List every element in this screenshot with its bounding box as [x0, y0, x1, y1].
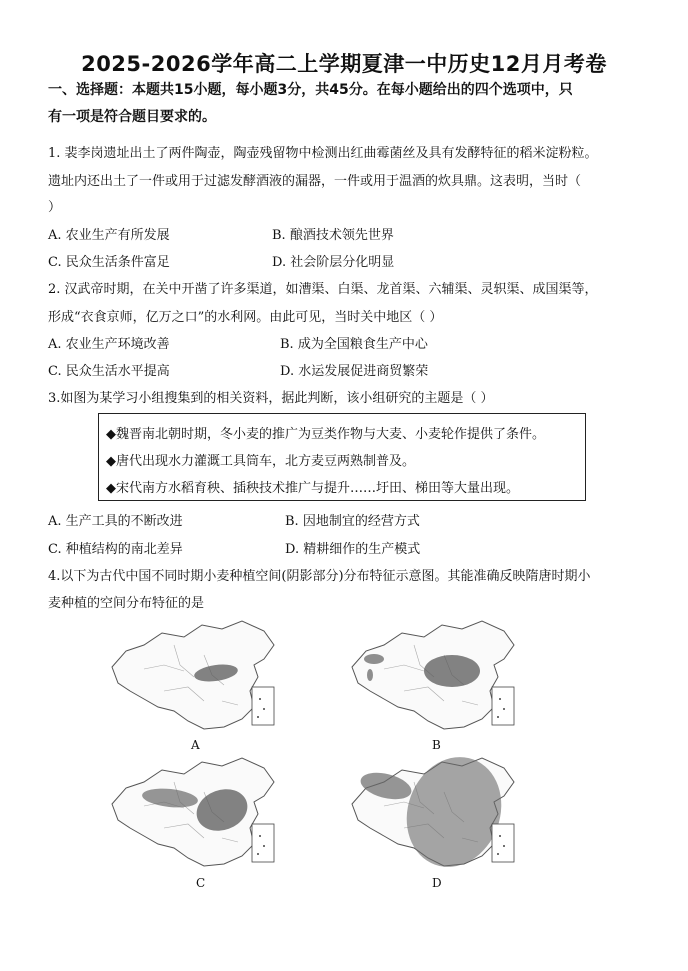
q3-material-line-2: ◆唐代出现水力灌溉工具筒车，北方麦豆两熟制普及。 [106, 454, 415, 469]
page-title: 2025-2026学年高二上学期夏津一中历史12月月考卷 [81, 52, 607, 76]
map-c-label: C [196, 876, 206, 890]
q4-stem-line-2: 麦种植的空间分布特征的是 [48, 596, 205, 611]
map-b-label: B [432, 738, 441, 752]
q3-option-b: B. 因地制宜的经营方式 [285, 514, 420, 529]
q1-stem-line-2: 遗址内还出土了一件或用于过滤发酵酒液的漏器，一件或用于温酒的炊具鼎。这表明，当时（ [48, 174, 582, 189]
q1-stem-line-1: 1. 裴李岗遗址出土了两件陶壶，陶壶残留物中检测出红曲霉菌丝及具有发酵特征的稻米淀粉粒。 [48, 146, 598, 161]
q3-option-d: D. 精耕细作的生产模式 [285, 542, 421, 557]
map-d-image [344, 752, 524, 872]
map-d-label: D [432, 876, 442, 890]
section-header-line-2: 有一项是符合题目要求的。 [48, 109, 216, 125]
q1-option-d: D. 社会阶层分化明显 [272, 255, 395, 270]
q2-option-d: D. 水运发展促进商贸繁荣 [280, 364, 429, 379]
q2-stem-line-2: 形成“衣食京师，亿万之口”的水利网。由此可见，当时关中地区（ ） [48, 310, 443, 325]
q2-option-c: C. 民众生活水平提高 [48, 364, 170, 379]
map-b-image [344, 615, 524, 735]
q1-option-a: A. 农业生产有所发展 [48, 228, 170, 243]
map-a-label: A [191, 738, 200, 752]
q3-option-c: C. 种植结构的南北差异 [48, 542, 183, 557]
q2-option-b: B. 成为全国粮食生产中心 [280, 337, 428, 352]
q3-material-line-3: ◆宋代南方水稻育秧、插秧技术推广与提升……圩田、梯田等大量出现。 [106, 481, 519, 496]
q4-stem-line-1: 4.以下为古代中国不同时期小麦种植空间(阴影部分)分布特征示意图。其能准确反映隋唐时期小 [48, 569, 591, 584]
q3-stem-line-1: 3.如图为某学习小组搜集到的相关资料，据此判断，该小组研究的主题是（ ） [48, 391, 494, 406]
q2-stem-line-1: 2. 汉武帝时期，在关中开凿了许多渠道，如漕渠、白渠、龙首渠、六辅渠、灵轵渠、成国渠等， [48, 282, 598, 297]
map-a-image [104, 615, 284, 735]
q1-option-c: C. 民众生活条件富足 [48, 255, 170, 270]
q1-option-b: B. 酿酒技术领先世界 [272, 228, 394, 243]
q2-option-a: A. 农业生产环境改善 [48, 337, 170, 352]
section-header-line-1: 一、选择题：本题共15小题，每小题3分，共45分。在每小题给出的四个选项中，只 [48, 82, 573, 98]
q3-option-a: A. 生产工具的不断改进 [48, 514, 183, 529]
map-c-image [104, 752, 284, 872]
q3-material-line-1: ◆魏晋南北朝时期，冬小麦的推广为豆类作物与大麦、小麦轮作提供了条件。 [106, 427, 545, 442]
q1-stem-line-3: ） [48, 200, 62, 215]
